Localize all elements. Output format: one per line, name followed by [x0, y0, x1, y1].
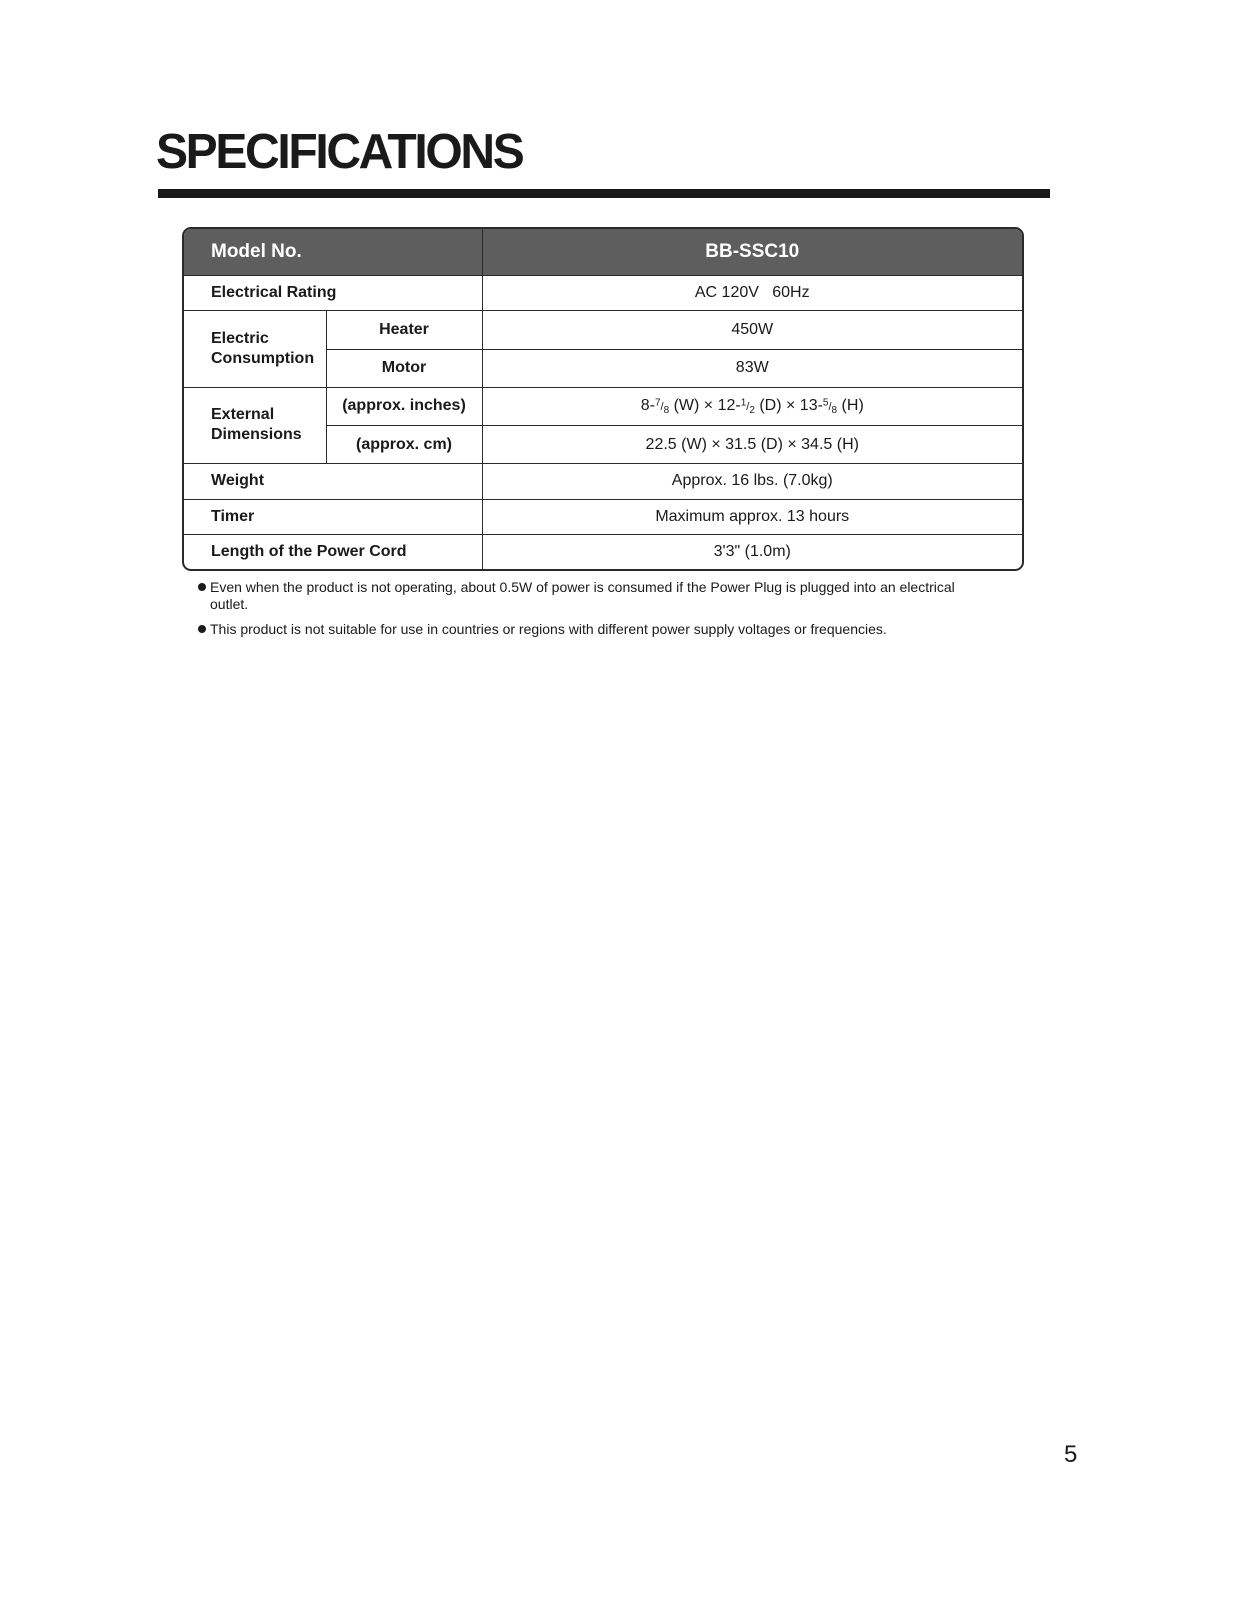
- note-item: [198, 579, 988, 613]
- weight-label: Weight: [184, 464, 482, 499]
- electric-consumption-label-line1: Electric: [211, 330, 269, 348]
- table-row: [184, 387, 1022, 425]
- table-row: [184, 311, 1022, 349]
- electrical-rating-value: AC 120V 60Hz: [482, 276, 1022, 311]
- bullet-icon: [198, 583, 206, 591]
- power-cord-label: Length of the Power Cord: [184, 534, 482, 569]
- power-cord-value: 3'3" (1.0m): [482, 534, 1022, 569]
- page-title: SPECIFICATIONS: [156, 125, 523, 179]
- table-row: [184, 464, 1022, 499]
- external-dimensions-label-line1: External: [211, 406, 275, 424]
- electric-consumption-label: [184, 311, 326, 387]
- notes-list: [198, 579, 988, 646]
- external-dimensions-label-line2: Dimensions: [211, 426, 302, 444]
- inches-value: $8-^7/_8$ $(W) \times 12-^1/_2$ $(D) \times 13-^5/_8$ (H): [482, 387, 1022, 425]
- external-dimensions-label: [184, 387, 326, 463]
- model-no-header: Model No.: [184, 229, 482, 276]
- heater-value: 450W: [482, 311, 1022, 349]
- bullet-icon: [198, 625, 206, 633]
- motor-label: Motor: [326, 349, 482, 387]
- model-value-header: BB-SSC10: [482, 229, 1022, 276]
- specifications-table: [182, 227, 1024, 571]
- cm-value: 22.5 (W) × 31.5 (D) × 34.5 (H): [482, 425, 1022, 463]
- note-item: [198, 621, 988, 638]
- electrical-rating-label: Electrical Rating: [184, 276, 482, 311]
- timer-value: Maximum approx. 13 hours: [482, 499, 1022, 534]
- weight-value: Approx. 16 lbs. (7.0kg): [482, 464, 1022, 499]
- note-text: This product is not suitable for use in countries or regions with different power supply voltages or frequencies.: [210, 621, 887, 637]
- electric-consumption-label-line2: Consumption: [211, 350, 315, 368]
- timer-label: Timer: [184, 499, 482, 534]
- table-row: [184, 534, 1022, 569]
- heater-label: Heater: [326, 311, 482, 349]
- page-number: 5: [1064, 1441, 1078, 1468]
- table-row: [184, 276, 1022, 311]
- title-rule: [158, 189, 1050, 198]
- note-text: Even when the product is not operating, about 0.5W of power is consumed if the Power Plug is plugged into an electrical outlet.: [210, 579, 955, 612]
- table-header-row: [184, 229, 1022, 276]
- cm-label: (approx. cm): [326, 425, 482, 463]
- table-row: [184, 499, 1022, 534]
- motor-value: 83W: [482, 349, 1022, 387]
- inches-label: (approx. inches): [326, 387, 482, 425]
